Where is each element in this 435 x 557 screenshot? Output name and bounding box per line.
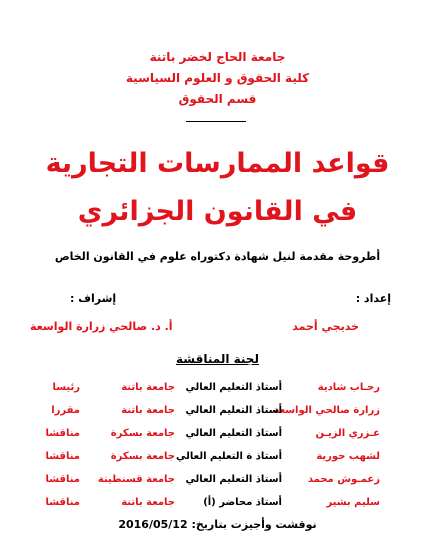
faculty-name: كلية الحقوق و العلوم السياسية	[125, 71, 310, 85]
member-university: جامعة باتنة	[121, 405, 175, 416]
committee-title: لجنة المناقشة	[176, 352, 259, 366]
committee-member-row	[0, 428, 435, 444]
member-role: مناقشا	[45, 428, 80, 439]
author-name: خديجي أحمد	[292, 320, 359, 333]
member-name: لشهب حورية	[316, 451, 380, 462]
member-rank: أستاذ التعليم العالي	[185, 405, 282, 416]
department-name: قسم الحقوق	[178, 92, 257, 106]
member-rank: أستاذ محاضر (أ)	[203, 497, 282, 508]
thesis-title-line-1: قواعد الممارسات التجارية	[45, 148, 390, 179]
member-role: مقررا	[51, 405, 80, 416]
committee-member-row	[0, 497, 435, 513]
committee-member-row	[0, 382, 435, 398]
preparation-label: إعداد :	[355, 292, 391, 305]
defense-date: نوقشت وأجيزت بتاريخ: 2016/05/12	[118, 518, 317, 531]
member-university: جامعة بسكرة	[110, 428, 175, 439]
member-name: سليم بشير	[326, 497, 380, 508]
member-university: جامعة قسنطينة	[97, 474, 175, 485]
supervision-label: إشراف :	[70, 292, 117, 305]
committee-member-row	[0, 451, 435, 467]
header-divider	[186, 121, 246, 122]
thesis-subtitle: أطروحة مقدمة لنيل شهادة دكتوراه علوم في القانون الخاص	[54, 250, 381, 263]
member-name: زعمـوش محمد	[307, 474, 380, 485]
committee-member-row	[0, 474, 435, 490]
member-name: رحـاب شادية	[317, 382, 380, 393]
member-university: جامعة باتنة	[121, 382, 175, 393]
member-rank: أستاذ التعليم العالي	[185, 382, 282, 393]
member-role: مناقشا	[45, 497, 80, 508]
member-university: جامعة باتنة	[121, 497, 175, 508]
member-name: عـزري الزيـن	[315, 428, 380, 439]
member-role: رئيسا	[52, 382, 80, 393]
university-name: جامعة الحاج لخضر باتنة	[149, 50, 286, 64]
member-university: جامعة بسكرة	[110, 451, 175, 462]
member-rank: أستاذ التعليم العالي	[185, 428, 282, 439]
member-role: مناقشا	[45, 474, 80, 485]
member-rank: أستاذ التعليم العالي	[185, 474, 282, 485]
thesis-title-line-2: في القانون الجزائري	[77, 196, 358, 227]
member-rank: أستاذ ة التعليم العالي	[176, 451, 282, 462]
supervisor-name: أ. د. صالحي زرارة الواسعة	[30, 320, 173, 333]
member-name: زرارة صالحي الواسعة	[273, 405, 380, 416]
member-role: مناقشا	[45, 451, 80, 462]
committee-member-row	[0, 405, 435, 421]
